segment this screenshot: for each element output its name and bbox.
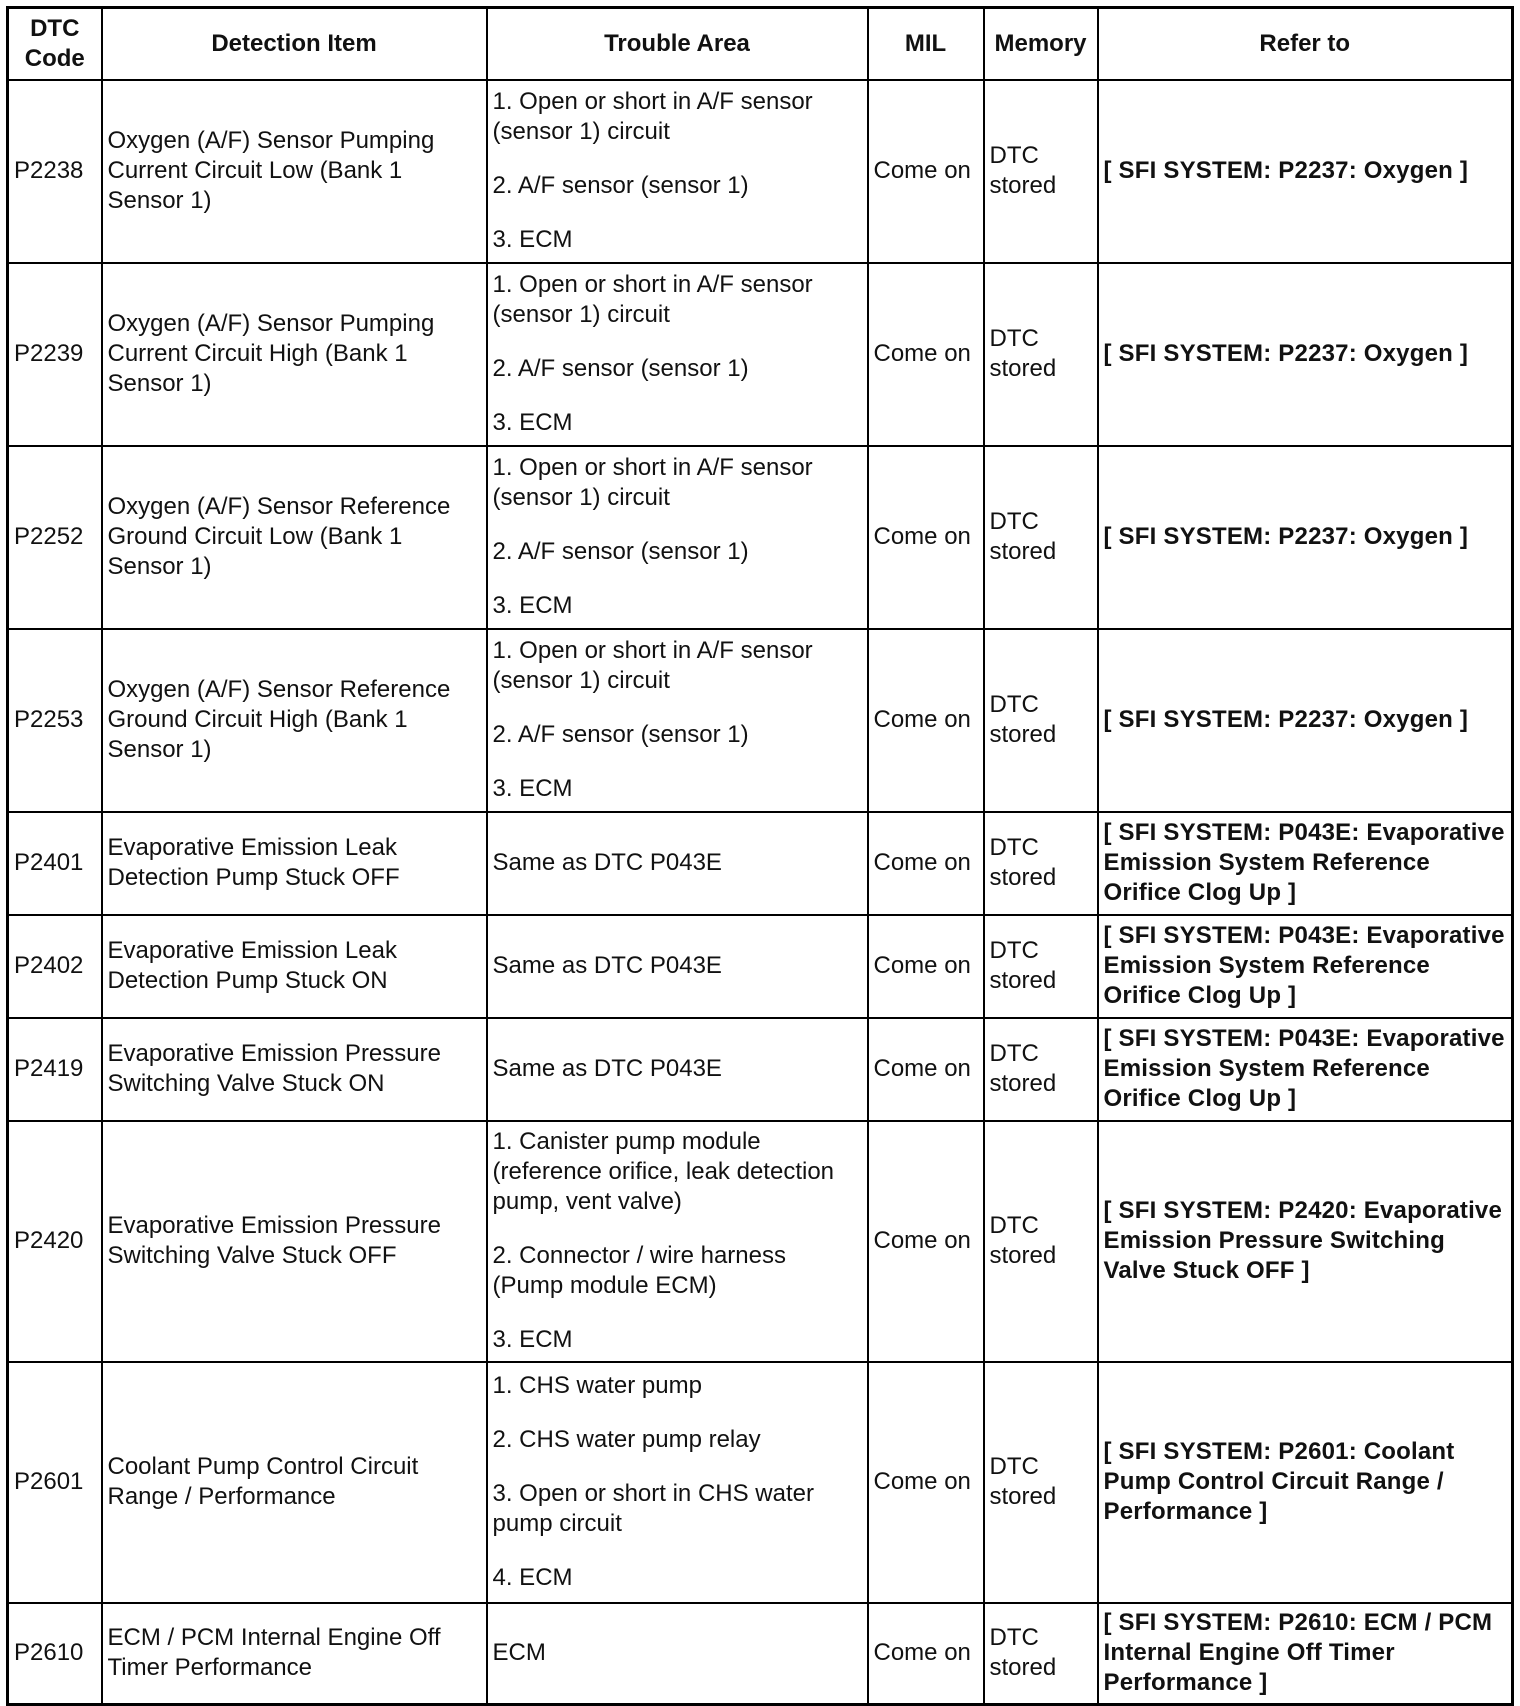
refer-to-cell: [ SFI SYSTEM: P043E: Evaporative Emission System Reference Orifice Clog Up ] — [1098, 1018, 1513, 1121]
dtc-code-cell: P2419 — [8, 1018, 102, 1121]
mil-cell: Come on — [868, 1121, 984, 1362]
trouble-area-cell — [487, 1121, 868, 1362]
trouble-area-item: Same as DTC P043E — [492, 952, 722, 979]
detection-item-cell: ECM / PCM Internal Engine Off Timer Performance — [102, 1603, 487, 1705]
memory-cell: DTC stored — [984, 1362, 1098, 1603]
trouble-area-item: 1. Canister pump module (reference orifice, leak detection pump, vent valve) — [492, 1128, 835, 1215]
mil-cell: Come on — [868, 1362, 984, 1603]
table-row — [8, 812, 1513, 915]
refer-to-cell: [ SFI SYSTEM: P043E: Evaporative Emission System Reference Orifice Clog Up ] — [1098, 812, 1513, 915]
table-row — [8, 1018, 1513, 1121]
trouble-area-cell — [487, 1018, 868, 1121]
trouble-area-cell — [487, 1362, 868, 1603]
header-detection-item: Detection Item — [102, 8, 487, 80]
mil-cell: Come on — [868, 1603, 984, 1705]
mil-cell: Come on — [868, 263, 984, 446]
detection-item-cell: Oxygen (A/F) Sensor Pumping Current Circuit High (Bank 1 Sensor 1) — [102, 263, 487, 446]
trouble-area-cell — [487, 446, 868, 629]
refer-to-cell: [ SFI SYSTEM: P2237: Oxygen ] — [1098, 263, 1513, 446]
trouble-area-cell — [487, 263, 868, 446]
memory-cell: DTC stored — [984, 812, 1098, 915]
trouble-area-item: Same as DTC P043E — [492, 1055, 722, 1082]
refer-to-cell: [ SFI SYSTEM: P2420: Evaporative Emission Pressure Switching Valve Stuck OFF ] — [1098, 1121, 1513, 1362]
detection-item-cell: Oxygen (A/F) Sensor Reference Ground Circuit Low (Bank 1 Sensor 1) — [102, 446, 487, 629]
refer-to-cell: [ SFI SYSTEM: P2237: Oxygen ] — [1098, 446, 1513, 629]
memory-cell: DTC stored — [984, 80, 1098, 263]
header-trouble-area: Trouble Area — [487, 8, 868, 80]
trouble-area-item: 3. ECM — [492, 775, 573, 802]
mil-cell: Come on — [868, 812, 984, 915]
trouble-area-item: 2. A/F sensor (sensor 1) — [492, 355, 749, 382]
detection-item-cell: Evaporative Emission Leak Detection Pump Stuck ON — [102, 915, 487, 1018]
trouble-area-cell — [487, 629, 868, 812]
dtc-code-cell: P2238 — [8, 80, 102, 263]
detection-item-cell: Evaporative Emission Pressure Switching Valve Stuck ON — [102, 1018, 487, 1121]
refer-to-cell: [ SFI SYSTEM: P2610: ECM / PCM Internal Engine Off Timer Performance ] — [1098, 1603, 1513, 1705]
mil-cell: Come on — [868, 1018, 984, 1121]
table-row — [8, 915, 1513, 1018]
memory-cell: DTC stored — [984, 629, 1098, 812]
memory-cell: DTC stored — [984, 1018, 1098, 1121]
trouble-area-item: Same as DTC P043E — [492, 849, 722, 876]
dtc-table — [6, 6, 1514, 1706]
memory-cell: DTC stored — [984, 915, 1098, 1018]
mil-cell: Come on — [868, 915, 984, 1018]
header-mil: MIL — [868, 8, 984, 80]
dtc-code-cell: P2252 — [8, 446, 102, 629]
trouble-area-item: 3. Open or short in CHS water pump circuit — [492, 1480, 814, 1537]
trouble-area-item: 2. A/F sensor (sensor 1) — [492, 721, 749, 748]
memory-cell: DTC stored — [984, 446, 1098, 629]
detection-item-cell: Evaporative Emission Pressure Switching Valve Stuck OFF — [102, 1121, 487, 1362]
refer-to-cell: [ SFI SYSTEM: P2601: Coolant Pump Control Circuit Range / Performance ] — [1098, 1362, 1513, 1603]
header-dtc-code: DTC Code — [8, 8, 102, 80]
dtc-code-cell: P2253 — [8, 629, 102, 812]
table-row — [8, 629, 1513, 812]
refer-to-cell: [ SFI SYSTEM: P2237: Oxygen ] — [1098, 629, 1513, 812]
mil-cell: Come on — [868, 80, 984, 263]
trouble-area-cell — [487, 812, 868, 915]
trouble-area-item: 3. ECM — [492, 592, 573, 619]
trouble-area-item: 3. ECM — [492, 409, 573, 436]
trouble-area-item: 2. A/F sensor (sensor 1) — [492, 538, 749, 565]
dtc-code-cell: P2420 — [8, 1121, 102, 1362]
dtc-code-cell: P2402 — [8, 915, 102, 1018]
trouble-area-cell — [487, 915, 868, 1018]
detection-item-cell: Oxygen (A/F) Sensor Pumping Current Circuit Low (Bank 1 Sensor 1) — [102, 80, 487, 263]
mil-cell: Come on — [868, 446, 984, 629]
dtc-code-cell: P2601 — [8, 1362, 102, 1603]
table-row — [8, 1121, 1513, 1362]
trouble-area-item: 3. ECM — [492, 1326, 573, 1353]
memory-cell: DTC stored — [984, 263, 1098, 446]
dtc-code-cell: P2610 — [8, 1603, 102, 1705]
table-row — [8, 80, 1513, 263]
table-row — [8, 1603, 1513, 1705]
dtc-code-cell: P2239 — [8, 263, 102, 446]
trouble-area-item: 2. CHS water pump relay — [492, 1426, 761, 1453]
memory-cell: DTC stored — [984, 1121, 1098, 1362]
table-row — [8, 1362, 1513, 1603]
refer-to-cell: [ SFI SYSTEM: P043E: Evaporative Emission System Reference Orifice Clog Up ] — [1098, 915, 1513, 1018]
trouble-area-item: 3. ECM — [492, 226, 573, 253]
detection-item-cell: Evaporative Emission Leak Detection Pump Stuck OFF — [102, 812, 487, 915]
trouble-area-item: ECM — [492, 1639, 546, 1667]
table-row — [8, 263, 1513, 446]
dtc-code-cell: P2401 — [8, 812, 102, 915]
trouble-area-item: 1. Open or short in A/F sensor (sensor 1) circuit — [492, 454, 813, 511]
trouble-area-item: 1. Open or short in A/F sensor (sensor 1) circuit — [492, 271, 813, 328]
memory-cell: DTC stored — [984, 1603, 1098, 1705]
detection-item-cell: Coolant Pump Control Circuit Range / Performance — [102, 1362, 487, 1603]
trouble-area-item: 2. Connector / wire harness (Pump module ECM) — [492, 1242, 786, 1299]
trouble-area-item: 1. Open or short in A/F sensor (sensor 1) circuit — [492, 637, 813, 694]
trouble-area-cell — [487, 80, 868, 263]
header-row — [8, 8, 1513, 80]
header-memory: Memory — [984, 8, 1098, 80]
mil-cell: Come on — [868, 629, 984, 812]
trouble-area-item: 1. Open or short in A/F sensor (sensor 1) circuit — [492, 88, 813, 145]
table-row — [8, 446, 1513, 629]
refer-to-cell: [ SFI SYSTEM: P2237: Oxygen ] — [1098, 80, 1513, 263]
trouble-area-item: 2. A/F sensor (sensor 1) — [492, 172, 749, 199]
trouble-area-cell — [487, 1603, 868, 1705]
detection-item-cell: Oxygen (A/F) Sensor Reference Ground Circuit High (Bank 1 Sensor 1) — [102, 629, 487, 812]
trouble-area-item: 1. CHS water pump — [492, 1372, 702, 1399]
header-refer-to: Refer to — [1098, 8, 1513, 80]
trouble-area-item: 4. ECM — [492, 1564, 573, 1591]
